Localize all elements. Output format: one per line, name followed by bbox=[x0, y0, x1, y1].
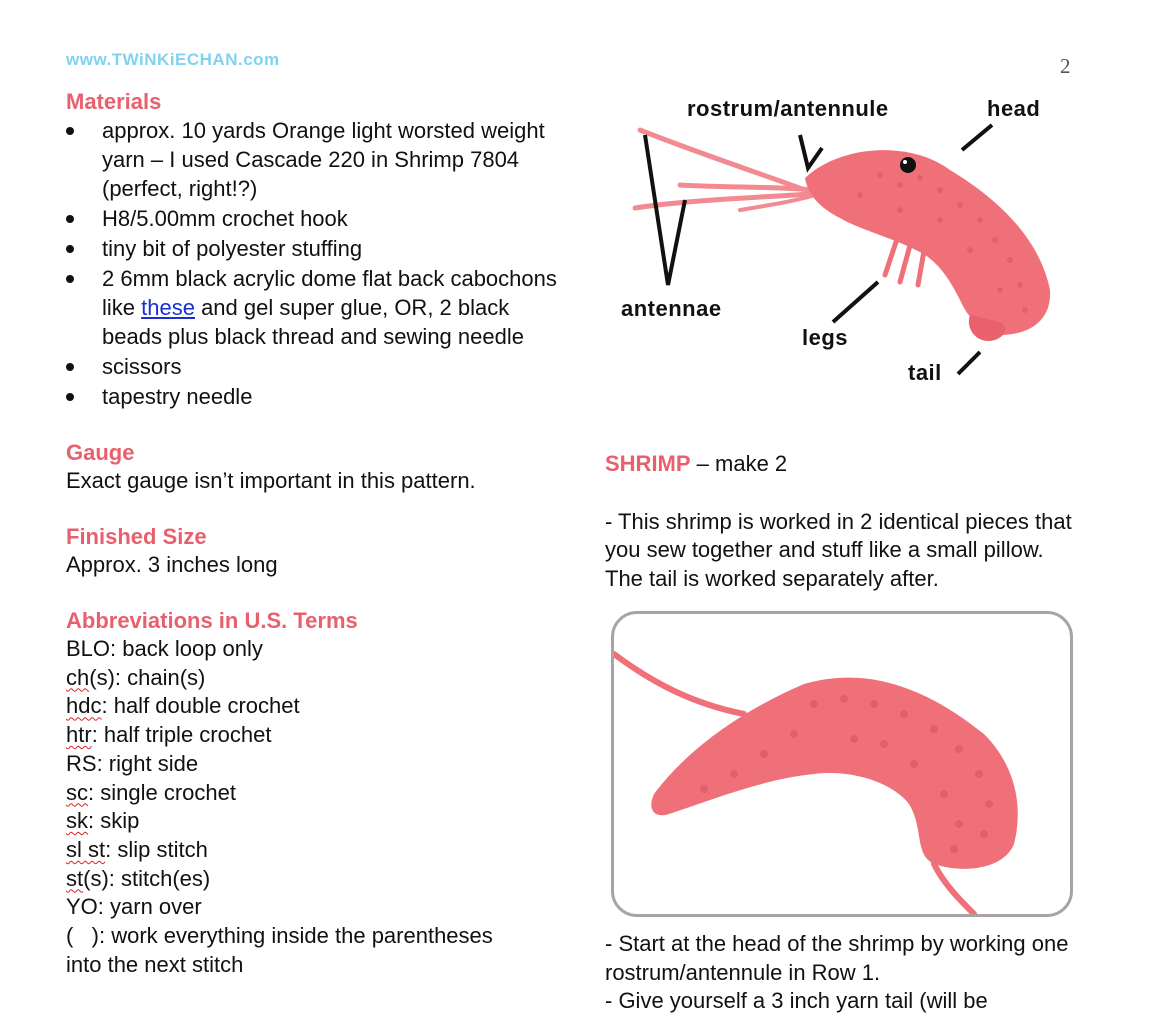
bullet-icon bbox=[66, 275, 74, 283]
label-head: head bbox=[987, 96, 1041, 121]
bullet-icon bbox=[66, 393, 74, 401]
shrimp-diagram bbox=[600, 90, 1070, 400]
these-link[interactable]: these bbox=[141, 295, 195, 320]
shrimp-eye bbox=[900, 157, 916, 173]
shrimp-step-1: - Start at the head of the shrimp by working one rostrum/antennule in Row 1. bbox=[605, 931, 1069, 985]
gauge-text: Exact gauge isn’t important in this pattern. bbox=[66, 468, 476, 493]
list-item: scissors bbox=[66, 352, 566, 381]
abbreviation-row: htr: half triple crochet bbox=[66, 722, 272, 748]
bullet-icon bbox=[66, 215, 74, 223]
shrimp-step-2: - Give yourself a 3 inch yarn tail (will be bbox=[605, 988, 988, 1013]
bullet-icon bbox=[66, 363, 74, 371]
label-tail: tail bbox=[908, 360, 942, 385]
shrimp-intro: - This shrimp is worked in 2 identical pieces that you sew together and stuff like a small pillow. The tail is worked separately after. bbox=[605, 508, 1072, 591]
gauge-heading: Gauge bbox=[66, 440, 135, 465]
pointer-line bbox=[645, 135, 685, 285]
abbreviation-row: hdc: half double crochet bbox=[66, 693, 300, 719]
materials-list bbox=[66, 116, 566, 411]
abbreviation-row: RS: right side bbox=[66, 750, 199, 776]
abbreviation-row: st(s): stitch(es) bbox=[66, 865, 211, 891]
abbreviation-row: into the next stitch bbox=[66, 951, 244, 977]
list-item: 2 6mm black acrylic dome flat back cabochons like these and gel super glue, OR, 2 black beads plus black thread and sewing needle bbox=[66, 264, 566, 351]
label-legs: legs bbox=[802, 325, 849, 350]
bullet-icon bbox=[66, 127, 74, 135]
shrimp-heading-suffix: – make 2 bbox=[690, 451, 788, 476]
yarn-strand bbox=[614, 654, 744, 714]
pointer-line bbox=[962, 125, 992, 150]
shrimp-section bbox=[605, 450, 1085, 593]
shrimp-photo bbox=[611, 611, 1073, 917]
abbreviation-row: sl st: slip stitch bbox=[66, 836, 208, 862]
pointer-line bbox=[958, 352, 980, 374]
abbreviation-row: sc: single crochet bbox=[66, 779, 236, 805]
list-item: H8/5.00mm crochet hook bbox=[66, 204, 566, 233]
abbreviation-row: YO: yarn over bbox=[66, 894, 202, 920]
pointer-line bbox=[800, 135, 822, 168]
bullet-icon bbox=[66, 245, 74, 253]
abbreviation-row: BLO: back loop only bbox=[66, 636, 263, 661]
site-url: www.TWiNKiECHAN.com bbox=[66, 50, 280, 69]
list-item: approx. 10 yards Orange light worsted weight yarn – I used Cascade 220 in Shrimp 7804 (perfect, right!?) bbox=[66, 116, 566, 203]
abbreviation-list bbox=[66, 635, 566, 979]
shrimp-heading: SHRIMP bbox=[605, 451, 691, 476]
page-number: 2 bbox=[1060, 54, 1071, 78]
antenna-strand bbox=[640, 130, 805, 190]
finished-size-heading: Finished Size bbox=[66, 523, 207, 549]
abbreviations-heading: Abbreviations in U.S. Terms bbox=[66, 608, 358, 633]
finished-size-text: Approx. 3 inches long bbox=[66, 551, 278, 577]
yarn-tail bbox=[934, 864, 974, 914]
abbreviation-row: ch(s): chain(s) bbox=[66, 664, 206, 690]
shrimp-steps bbox=[605, 930, 1085, 1016]
pointer-line bbox=[833, 282, 878, 322]
left-column bbox=[66, 88, 566, 979]
label-antennae: antennae bbox=[621, 296, 722, 321]
label-rostrum: rostrum/antennule bbox=[687, 96, 889, 121]
abbreviation-row: sk: skip bbox=[66, 808, 140, 834]
list-item: tiny bit of polyester stuffing bbox=[66, 234, 566, 263]
shrimp-body bbox=[805, 150, 1050, 335]
materials-heading: Materials bbox=[66, 89, 162, 114]
abbreviation-row: ( ): work everything inside the parentheses bbox=[66, 923, 493, 949]
list-item: tapestry needle bbox=[66, 382, 566, 411]
eye-highlight bbox=[903, 160, 907, 164]
shrimp-photo-art bbox=[614, 614, 1070, 914]
